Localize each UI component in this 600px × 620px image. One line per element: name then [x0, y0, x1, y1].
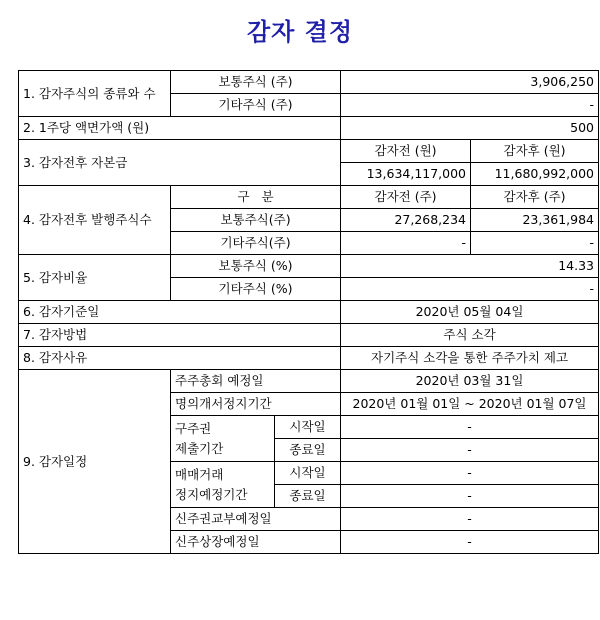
label-shares-reduced: 1. 감자주식의 종류와 수	[19, 71, 171, 117]
row-issued-header	[19, 186, 599, 209]
value-suspension-period: 2020년 01월 01일 ~ 2020년 01월 07일	[341, 393, 599, 416]
value-method: 주식 소각	[341, 324, 599, 347]
value-old-cert-start: -	[341, 416, 599, 439]
value-capital-after: 11,680,992,000	[471, 163, 599, 186]
value-capital-before: 13,634,117,000	[341, 163, 471, 186]
label-common-shares: 보통주식 (주)	[171, 71, 341, 94]
value-new-listing: -	[341, 531, 599, 554]
label-new-listing: 신주상장예정일	[171, 531, 341, 554]
value-issued-common-before: 27,268,234	[341, 209, 471, 232]
label-par-value: 2. 1주당 액면가액 (원)	[19, 117, 341, 140]
label-trade-end: 종료일	[275, 485, 341, 508]
header-issued-after: 감자후 (주)	[471, 186, 599, 209]
value-common-shares-reduced: 3,906,250	[341, 71, 599, 94]
header-capital-before: 감자전 (원)	[341, 140, 471, 163]
row-ratio-common	[19, 255, 599, 278]
value-par-value: 500	[341, 117, 599, 140]
label-method: 7. 감자방법	[19, 324, 341, 347]
row-capital-header	[19, 140, 599, 163]
row-shares-reduced	[19, 71, 599, 94]
value-trade-start: -	[341, 462, 599, 485]
label-issued-shares: 4. 감자전후 발행주식수	[19, 186, 171, 255]
label-old-cert-line1: 구주권	[175, 420, 212, 436]
label-capital: 3. 감자전후 자본금	[19, 140, 341, 186]
value-trade-end: -	[341, 485, 599, 508]
label-trade-start: 시작일	[275, 462, 341, 485]
label-ratio-other: 기타주식 (%)	[171, 278, 341, 301]
label-ratio-common: 보통주식 (%)	[171, 255, 341, 278]
label-meeting-date: 주주총회 예정일	[171, 370, 341, 393]
label-trade-line2: 정지예정기간	[175, 486, 248, 502]
label-old-cert-start: 시작일	[275, 416, 341, 439]
label-old-cert-end: 종료일	[275, 439, 341, 462]
value-reason: 자기주식 소각을 통한 주주가치 제고	[341, 347, 599, 370]
header-gubun: 구 분	[171, 186, 341, 209]
row-schedule-meeting	[19, 370, 599, 393]
value-old-cert-end: -	[341, 439, 599, 462]
label-other-shares: 기타주식 (주)	[171, 94, 341, 117]
label-old-cert-period	[171, 416, 275, 462]
value-meeting-date: 2020년 03월 31일	[341, 370, 599, 393]
label-reason: 8. 감자사유	[19, 347, 341, 370]
value-record-date: 2020년 05월 04일	[341, 301, 599, 324]
value-ratio-other: -	[341, 278, 599, 301]
value-ratio-common: 14.33	[341, 255, 599, 278]
value-new-cert-delivery: -	[341, 508, 599, 531]
label-trade-suspension-period	[171, 462, 275, 508]
label-reduction-ratio: 5. 감자비율	[19, 255, 171, 301]
value-issued-other-before: -	[341, 232, 471, 255]
row-par-value	[19, 117, 599, 140]
value-other-shares-reduced: -	[341, 94, 599, 117]
row-reason	[19, 347, 599, 370]
page-title: 감자 결정	[246, 17, 354, 46]
label-schedule: 9. 감자일정	[19, 370, 171, 554]
header-issued-before: 감자전 (주)	[341, 186, 471, 209]
label-trade-line1: 매매거래	[175, 466, 224, 482]
capital-reduction-table	[18, 70, 599, 554]
value-issued-other-after: -	[471, 232, 599, 255]
value-issued-common-after: 23,361,984	[471, 209, 599, 232]
label-old-cert-line2: 제출기간	[175, 440, 224, 456]
row-method	[19, 324, 599, 347]
row-record-date	[19, 301, 599, 324]
label-suspension-period: 명의개서정지기간	[171, 393, 341, 416]
label-record-date: 6. 감자기준일	[19, 301, 341, 324]
label-issued-other: 기타주식(주)	[171, 232, 341, 255]
header-capital-after: 감자후 (원)	[471, 140, 599, 163]
label-issued-common: 보통주식(주)	[171, 209, 341, 232]
label-new-cert-delivery: 신주권교부예정일	[171, 508, 341, 531]
